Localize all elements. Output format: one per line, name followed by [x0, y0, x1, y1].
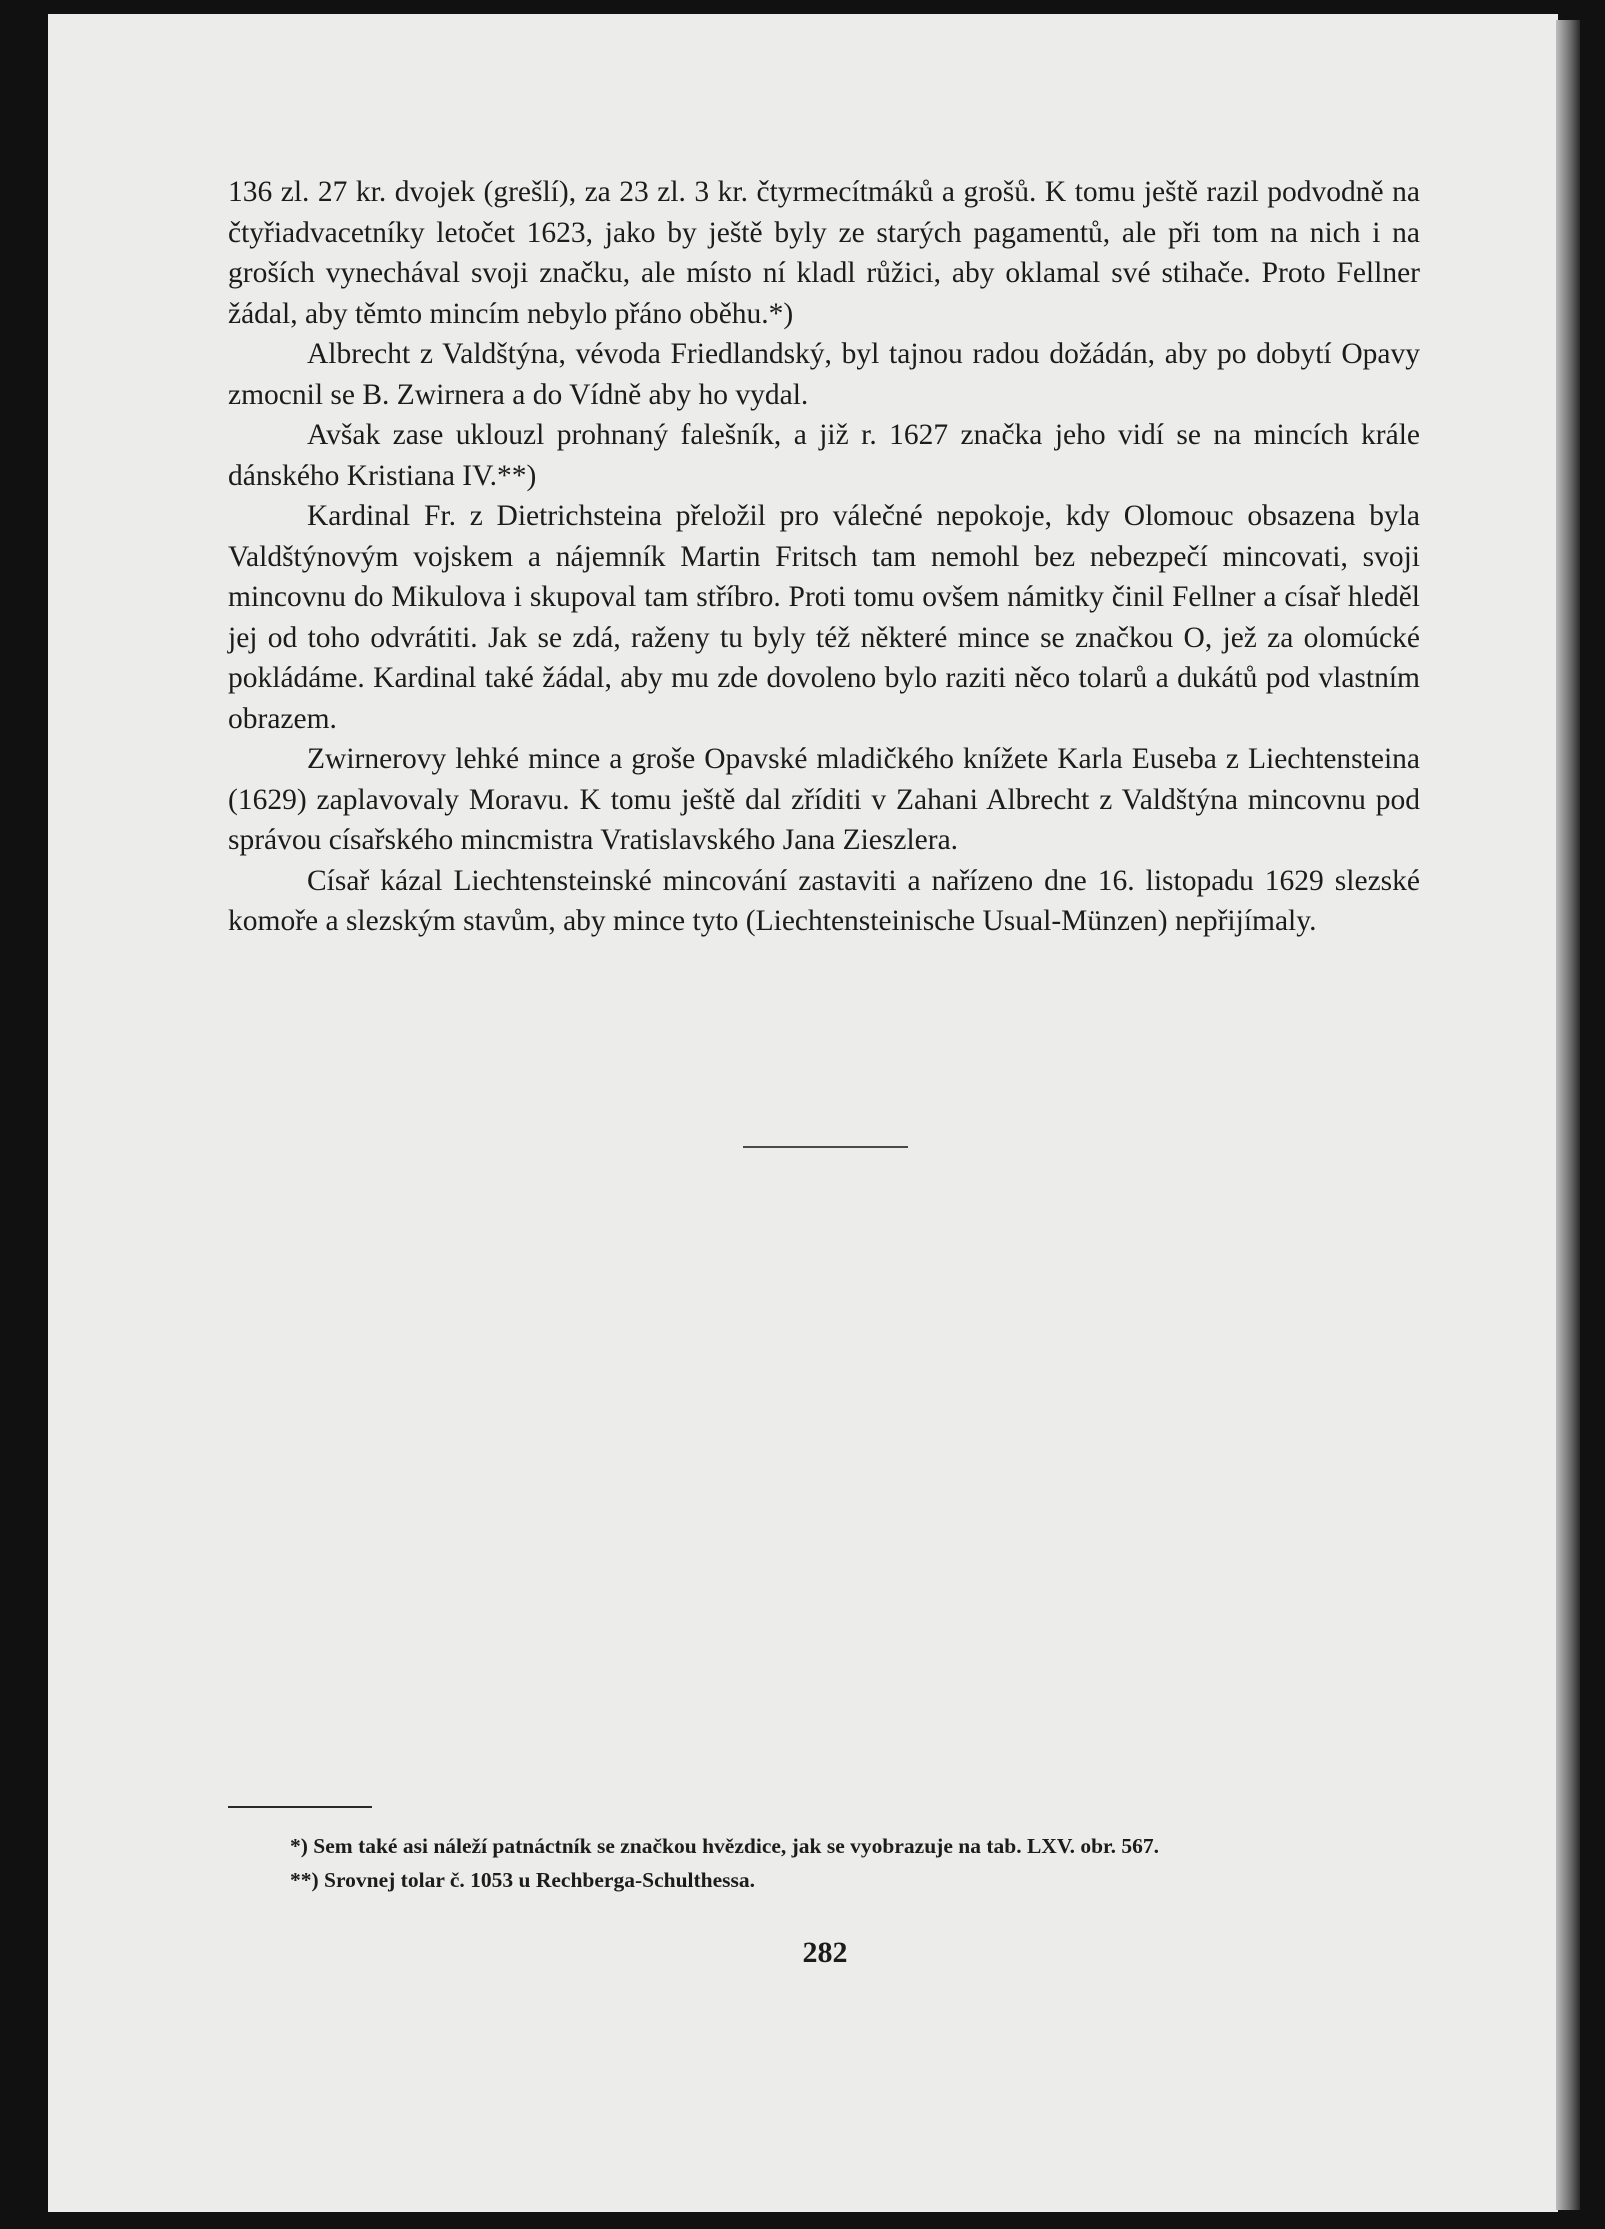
page-number: 282: [802, 1936, 848, 1969]
footnote-2: **) Srovnej tolar č. 1053 u Rechberga-Schulthessa.: [290, 1868, 756, 1892]
page-edge-shadow: [1556, 20, 1580, 2210]
paragraph-6: Císař kázal Liechtensteinské mincování zastaviti a nařízeno dne 16. listopadu 1629 slezské komoře a slezským stavům, aby mince tyto (Liechtensteinische Usual-Münzen) nepřijímaly.: [228, 864, 1420, 937]
paragraph-1: 136 zl. 27 kr. dvojek (grešlí), za 23 zl. 3 kr. čtyrmecítmáků a grošů. K tomu ještě razil podvodně na čtyřiadvacetníky letočet 1623, jako by ještě byly ze starých pagamentů, ale při tom na nich i na groších vynechával svoji značku, ale místo ní kladl růžici, aby oklamal své stihače. Proto Fellner žádal, aby těmto mincím nebylo přáno oběhu.*): [228, 176, 1420, 330]
footnotes: [290, 1829, 1420, 1897]
paragraph-4: Kardinal Fr. z Dietrichsteina přeložil pro válečné nepokoje, kdy Olomouc obsazena byla Valdštýnovým vojskem a nájemník Martin Fritsch tam nemohl bez nebezpečí mincovati, svoji mincovnu do Mikulova i skupoval tam stříbro. Proti tomu ovšem námitky činil Fellner a císař hleděl jej od toho odvrátiti. Jak se zdá, raženy tu byly též některé mince se značkou O, jež za olomúcké pokládáme. Kardinal také žádal, aby mu zde dovoleno bylo raziti něco tolarů a dukátů pod vlastním obrazem.: [228, 500, 1420, 735]
scan-top-border: [515, 0, 1575, 14]
footnote-1: *) Sem také asi náleží patnáctník se značkou hvězdice, jak se vyobrazuje na tab. LXV. obr. 567.: [290, 1834, 1159, 1858]
section-divider: [743, 1146, 908, 1148]
paragraph-5: Zwirnerovy lehké mince a groše Opavské mladičkého knížete Karla Euseba z Liechtensteina (1629) zaplavovaly Moravu. K tomu ještě dal zříditi v Zahani Albrecht z Valdštýna mincovnu pod správou císařského mincmistra Vratislavského Jana Zieszlera.: [228, 743, 1420, 856]
body-text: [228, 172, 1420, 942]
footnote-divider: [228, 1806, 372, 1808]
paragraph-2: Albrecht z Valdštýna, vévoda Friedlandský, byl tajnou radou dožádán, aby po dobytí Opavy zmocnil se B. Zwirnera a do Vídně aby ho vydal.: [228, 338, 1420, 411]
paragraph-3: Avšak zase uklouzl prohnaný falešník, a již r. 1627 značka jeho vidí se na mincích krále dánského Kristiana IV.**): [228, 419, 1420, 492]
